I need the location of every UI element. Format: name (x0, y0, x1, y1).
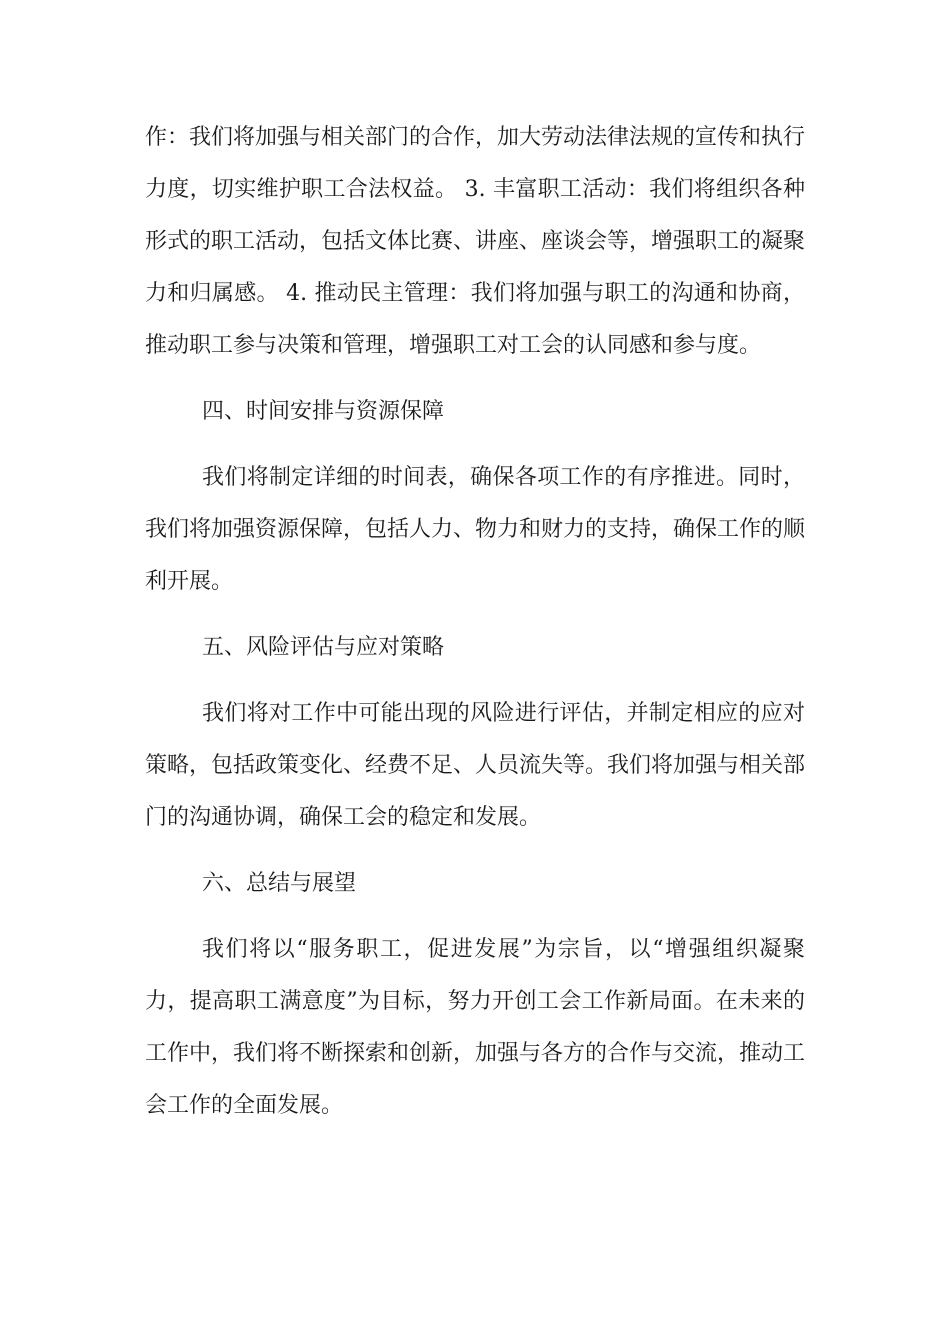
paragraph-continuation: 作：我们将加强与相关部门的合作，加大劳动法律法规的宣传和执行力度，切实维护职工合法权益。 3. 丰富职工活动：我们将组织各种形式的职工活动，包括文体比赛、讲座、座谈会等，增强职工的凝聚力和归属感。 4. 推动民主管理：我们将加强与职工的沟通和协商，推动职工参与决策和管理，增强职工对工会的认同感和参与度。 (145, 125, 806, 358)
spacer (145, 844, 805, 858)
spacer (145, 608, 805, 622)
document-page (145, 112, 805, 1132)
spacer (145, 438, 805, 452)
section-heading-risk: 五、风险评估与应对策略 (202, 635, 445, 660)
paragraph-risk: 我们将对工作中可能出现的风险进行评估，并制定相应的应对策略，包括政策变化、经费不足、人员流失等。我们将加强与相关部门的沟通协调，确保工会的稳定和发展。 (145, 701, 806, 830)
section-heading-schedule-resources: 四、时间安排与资源保障 (202, 399, 445, 424)
spacer (145, 910, 805, 924)
spacer (145, 674, 805, 688)
paragraph-summary: 我们将以“服务职工，促进发展”为宗旨，以“增强组织凝聚力，提高职工满意度”为目标，努力开创工会工作新局面。在未来的工作中，我们将不断探索和创新，加强与各方的合作与交流，推动工会工作的全面发展。 (145, 937, 806, 1118)
paragraph-schedule-resources: 我们将制定详细的时间表，确保各项工作的有序推进。同时，我们将加强资源保障，包括人力、物力和财力的支持，确保工作的顺利开展。 (145, 465, 806, 594)
spacer (145, 372, 805, 386)
section-heading-summary: 六、总结与展望 (202, 871, 357, 896)
